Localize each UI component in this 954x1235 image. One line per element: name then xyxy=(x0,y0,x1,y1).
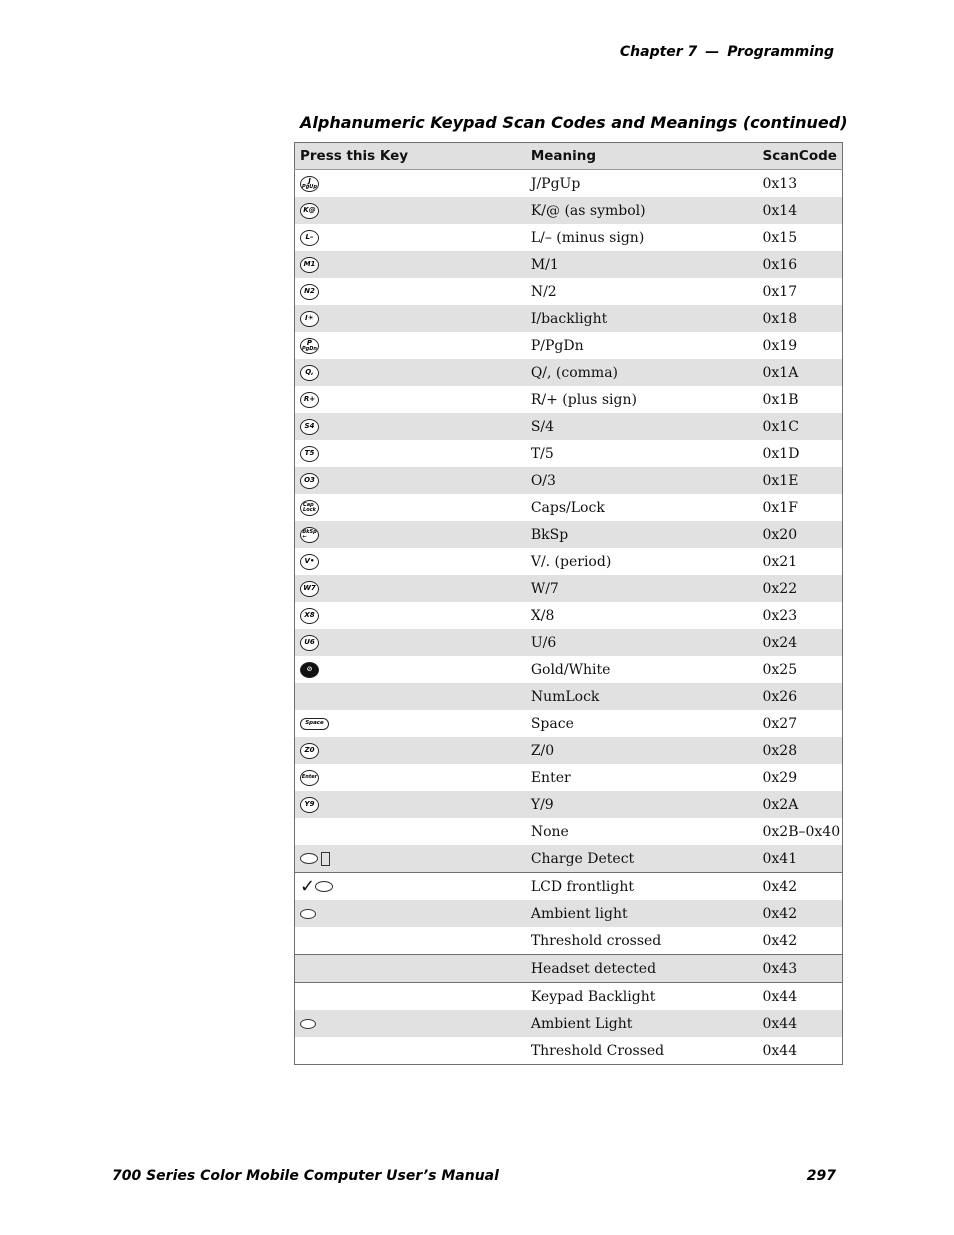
scancode-cell: 0x20 xyxy=(757,521,842,548)
table-row xyxy=(295,656,843,683)
key-cell xyxy=(295,710,526,737)
key-cell xyxy=(295,332,526,359)
battery-icon xyxy=(321,852,330,866)
table-row xyxy=(295,224,843,251)
meaning-cell: M/1 xyxy=(526,251,758,278)
scancode-cell: 0x23 xyxy=(762,607,798,624)
key-cell xyxy=(295,818,526,845)
table-row xyxy=(295,1010,843,1037)
key-cell xyxy=(295,575,526,602)
table-row xyxy=(295,413,843,440)
key-cell xyxy=(295,494,526,521)
meaning-cell: N/2 xyxy=(530,283,557,300)
key-cell xyxy=(295,955,526,983)
k-at-key-icon: K@ xyxy=(300,203,319,219)
table-row xyxy=(295,548,843,575)
backspace-key-icon: BkSp ← xyxy=(300,527,319,543)
scancode-cell: 0x18 xyxy=(757,305,842,332)
table-row xyxy=(295,494,843,521)
scancode-cell: 0x44 xyxy=(762,1042,798,1059)
key-cell xyxy=(295,548,526,575)
header-dash: — xyxy=(705,44,720,60)
scancode-cell: 0x17 xyxy=(762,283,798,300)
scancode-cell: 0x22 xyxy=(757,575,842,602)
z0-key-icon: Z0 xyxy=(300,743,319,759)
chapter-label: Chapter 7 xyxy=(619,44,698,60)
u6-key-icon: U6 xyxy=(300,635,319,651)
check-icon: ✓ xyxy=(300,876,316,897)
key-cell xyxy=(295,197,526,224)
key-cell xyxy=(295,927,526,955)
meaning-cell: K/@ (as symbol) xyxy=(526,197,758,224)
m1-key-icon: M1 xyxy=(300,257,319,273)
table-row xyxy=(295,845,843,873)
meaning-cell: Ambient light xyxy=(526,900,758,927)
scancode-cell: 0x2A xyxy=(757,791,842,818)
key-cell xyxy=(295,251,526,278)
gold-white-key-icon: ⊘ xyxy=(300,662,319,678)
meaning-cell: P/PgDn xyxy=(530,337,584,354)
key-cell xyxy=(295,737,526,764)
meaning-cell: Q/, (comma) xyxy=(526,359,758,386)
scancode-cell: 0x44 xyxy=(757,983,842,1011)
meaning-cell: None xyxy=(530,823,569,840)
y9-key-icon: Y9 xyxy=(300,797,319,813)
scancode-cell: 0x19 xyxy=(762,337,798,354)
key-cell xyxy=(295,224,526,251)
j-pgup-key-icon: J PgUp xyxy=(300,176,319,192)
table-row xyxy=(295,332,843,359)
o3-key-icon: O3 xyxy=(300,473,319,489)
meaning-cell: Headset detected xyxy=(526,955,758,983)
meaning-cell: Enter xyxy=(530,769,571,786)
meaning-cell: Y/9 xyxy=(526,791,758,818)
table-row xyxy=(295,629,843,656)
scancode-cell: 0x24 xyxy=(757,629,842,656)
meaning-cell: Charge Detect xyxy=(526,845,758,873)
column-header-key: Press this Key xyxy=(295,143,526,170)
key-cell xyxy=(295,1010,526,1037)
column-header-meaning: Meaning xyxy=(526,143,758,170)
key-cell xyxy=(295,359,526,386)
table-row xyxy=(295,764,843,791)
table-row xyxy=(295,900,843,927)
table-row xyxy=(295,737,843,764)
scancode-cell: 0x29 xyxy=(762,769,798,786)
table-row xyxy=(295,818,843,845)
scancode-cell: 0x28 xyxy=(757,737,842,764)
table-row xyxy=(295,873,843,901)
meaning-cell: S/4 xyxy=(526,413,758,440)
running-header xyxy=(620,44,834,60)
meaning-cell: Space xyxy=(530,715,574,732)
s4-key-icon: S4 xyxy=(300,419,319,435)
key-cell xyxy=(295,440,526,467)
key-cell xyxy=(295,602,526,629)
scancode-cell: 0x44 xyxy=(757,1010,842,1037)
table-row xyxy=(295,575,843,602)
table-row xyxy=(295,359,843,386)
scancode-cell: 0x2B–0x40 xyxy=(762,823,841,840)
scancode-cell: 0x43 xyxy=(757,955,842,983)
table-row xyxy=(295,197,843,224)
table-row xyxy=(295,983,843,1011)
meaning-cell: NumLock xyxy=(526,683,758,710)
key-cell xyxy=(295,656,526,683)
table-row xyxy=(295,1037,843,1065)
key-cell xyxy=(295,1037,526,1065)
scancode-cell: 0x13 xyxy=(762,175,798,192)
scancode-cell: 0x27 xyxy=(762,715,798,732)
table-row xyxy=(295,602,843,629)
column-header-scancode: ScanCode xyxy=(757,143,842,170)
table-row xyxy=(295,170,843,198)
key-cell xyxy=(295,305,526,332)
scancode-cell: 0x1A xyxy=(757,359,842,386)
meaning-cell: LCD frontlight xyxy=(526,873,758,901)
key-cell xyxy=(295,170,526,198)
manual-title: 700 Series Color Mobile Computer User’s Manual xyxy=(112,1168,499,1184)
scancode-cell: 0x1B xyxy=(762,391,799,408)
meaning-cell: Threshold Crossed xyxy=(530,1042,665,1059)
scancode-cell: 0x21 xyxy=(762,553,798,570)
p-pgdn-key-icon: P PgDn xyxy=(300,338,319,354)
scancode-cell: 0x16 xyxy=(757,251,842,278)
scancode-cell: 0x42 xyxy=(757,900,842,927)
meaning-cell: Z/0 xyxy=(526,737,758,764)
scancode-cell: 0x1C xyxy=(757,413,842,440)
meaning-cell: J/PgUp xyxy=(530,175,581,192)
meaning-cell: T/5 xyxy=(530,445,554,462)
key-cell xyxy=(295,413,526,440)
page-number: 297 xyxy=(806,1168,836,1184)
t5-key-icon: T5 xyxy=(300,446,319,462)
scancode-cell: 0x26 xyxy=(757,683,842,710)
meaning-cell: Threshold crossed xyxy=(530,932,662,949)
w7-key-icon: W7 xyxy=(300,581,319,597)
scan-code-table xyxy=(294,142,843,1065)
scancode-cell: 0x1E xyxy=(757,467,842,494)
enter-key-icon: Enter xyxy=(300,770,319,786)
table-row xyxy=(295,440,843,467)
ambient-light-sensor-icon xyxy=(300,1019,316,1029)
lcd-lens-icon xyxy=(315,881,333,892)
scancode-cell: 0x14 xyxy=(757,197,842,224)
table-row xyxy=(295,386,843,413)
table-row xyxy=(295,251,843,278)
meaning-cell: I/backlight xyxy=(526,305,758,332)
ambient-light-sensor-icon xyxy=(300,909,316,919)
n2-key-icon: N2 xyxy=(300,284,319,300)
table-row xyxy=(295,927,843,955)
key-cell xyxy=(295,683,526,710)
key-cell xyxy=(295,983,526,1011)
space-key-icon: Space xyxy=(300,718,329,730)
key-cell xyxy=(295,629,526,656)
caps-lock-key-icon: Cap Lock xyxy=(300,500,319,516)
meaning-cell: X/8 xyxy=(530,607,555,624)
meaning-cell: Ambient Light xyxy=(526,1010,758,1037)
scancode-cell: 0x1F xyxy=(762,499,798,516)
l-minus-key-icon: L– xyxy=(300,230,319,246)
key-cell xyxy=(295,386,526,413)
key-cell xyxy=(295,764,526,791)
table-row xyxy=(295,521,843,548)
r-plus-key-icon: R+ xyxy=(300,392,319,408)
charge-lens-icon xyxy=(300,853,318,864)
q-comma-key-icon: Q, xyxy=(300,365,319,381)
key-cell xyxy=(295,845,526,873)
key-cell xyxy=(295,791,526,818)
meaning-cell: W/7 xyxy=(526,575,758,602)
meaning-cell: L/– (minus sign) xyxy=(530,229,645,246)
key-cell xyxy=(295,278,526,305)
meaning-cell: O/3 xyxy=(526,467,758,494)
scancode-cell: 0x1D xyxy=(762,445,800,462)
i-backlight-key-icon: I☀ xyxy=(300,311,319,327)
table-row xyxy=(295,467,843,494)
table-row xyxy=(295,955,843,983)
meaning-cell: Gold/White xyxy=(530,661,611,678)
meaning-cell: V/. (period) xyxy=(530,553,612,570)
meaning-cell: BkSp xyxy=(526,521,758,548)
table-row xyxy=(295,683,843,710)
section-label: Programming xyxy=(727,44,834,60)
table-row xyxy=(295,710,843,737)
table-row xyxy=(295,278,843,305)
meaning-cell: U/6 xyxy=(526,629,758,656)
key-cell xyxy=(295,521,526,548)
table-row xyxy=(295,791,843,818)
scancode-cell: 0x15 xyxy=(762,229,798,246)
meaning-cell: R/+ (plus sign) xyxy=(530,391,637,408)
scancode-cell: 0x25 xyxy=(762,661,798,678)
key-cell xyxy=(295,873,526,901)
scancode-cell: 0x42 xyxy=(762,932,798,949)
meaning-cell: Caps/Lock xyxy=(530,499,605,516)
scancode-cell: 0x42 xyxy=(757,873,842,901)
scancode-cell: 0x41 xyxy=(757,845,842,873)
table-header-row xyxy=(295,143,843,170)
v-period-key-icon: V• xyxy=(300,554,319,570)
key-cell xyxy=(295,467,526,494)
table-row xyxy=(295,305,843,332)
meaning-cell: Keypad Backlight xyxy=(526,983,758,1011)
table-title: Alphanumeric Keypad Scan Codes and Meanings (continued) xyxy=(300,113,848,132)
x8-key-icon: X8 xyxy=(300,608,319,624)
key-cell xyxy=(295,900,526,927)
